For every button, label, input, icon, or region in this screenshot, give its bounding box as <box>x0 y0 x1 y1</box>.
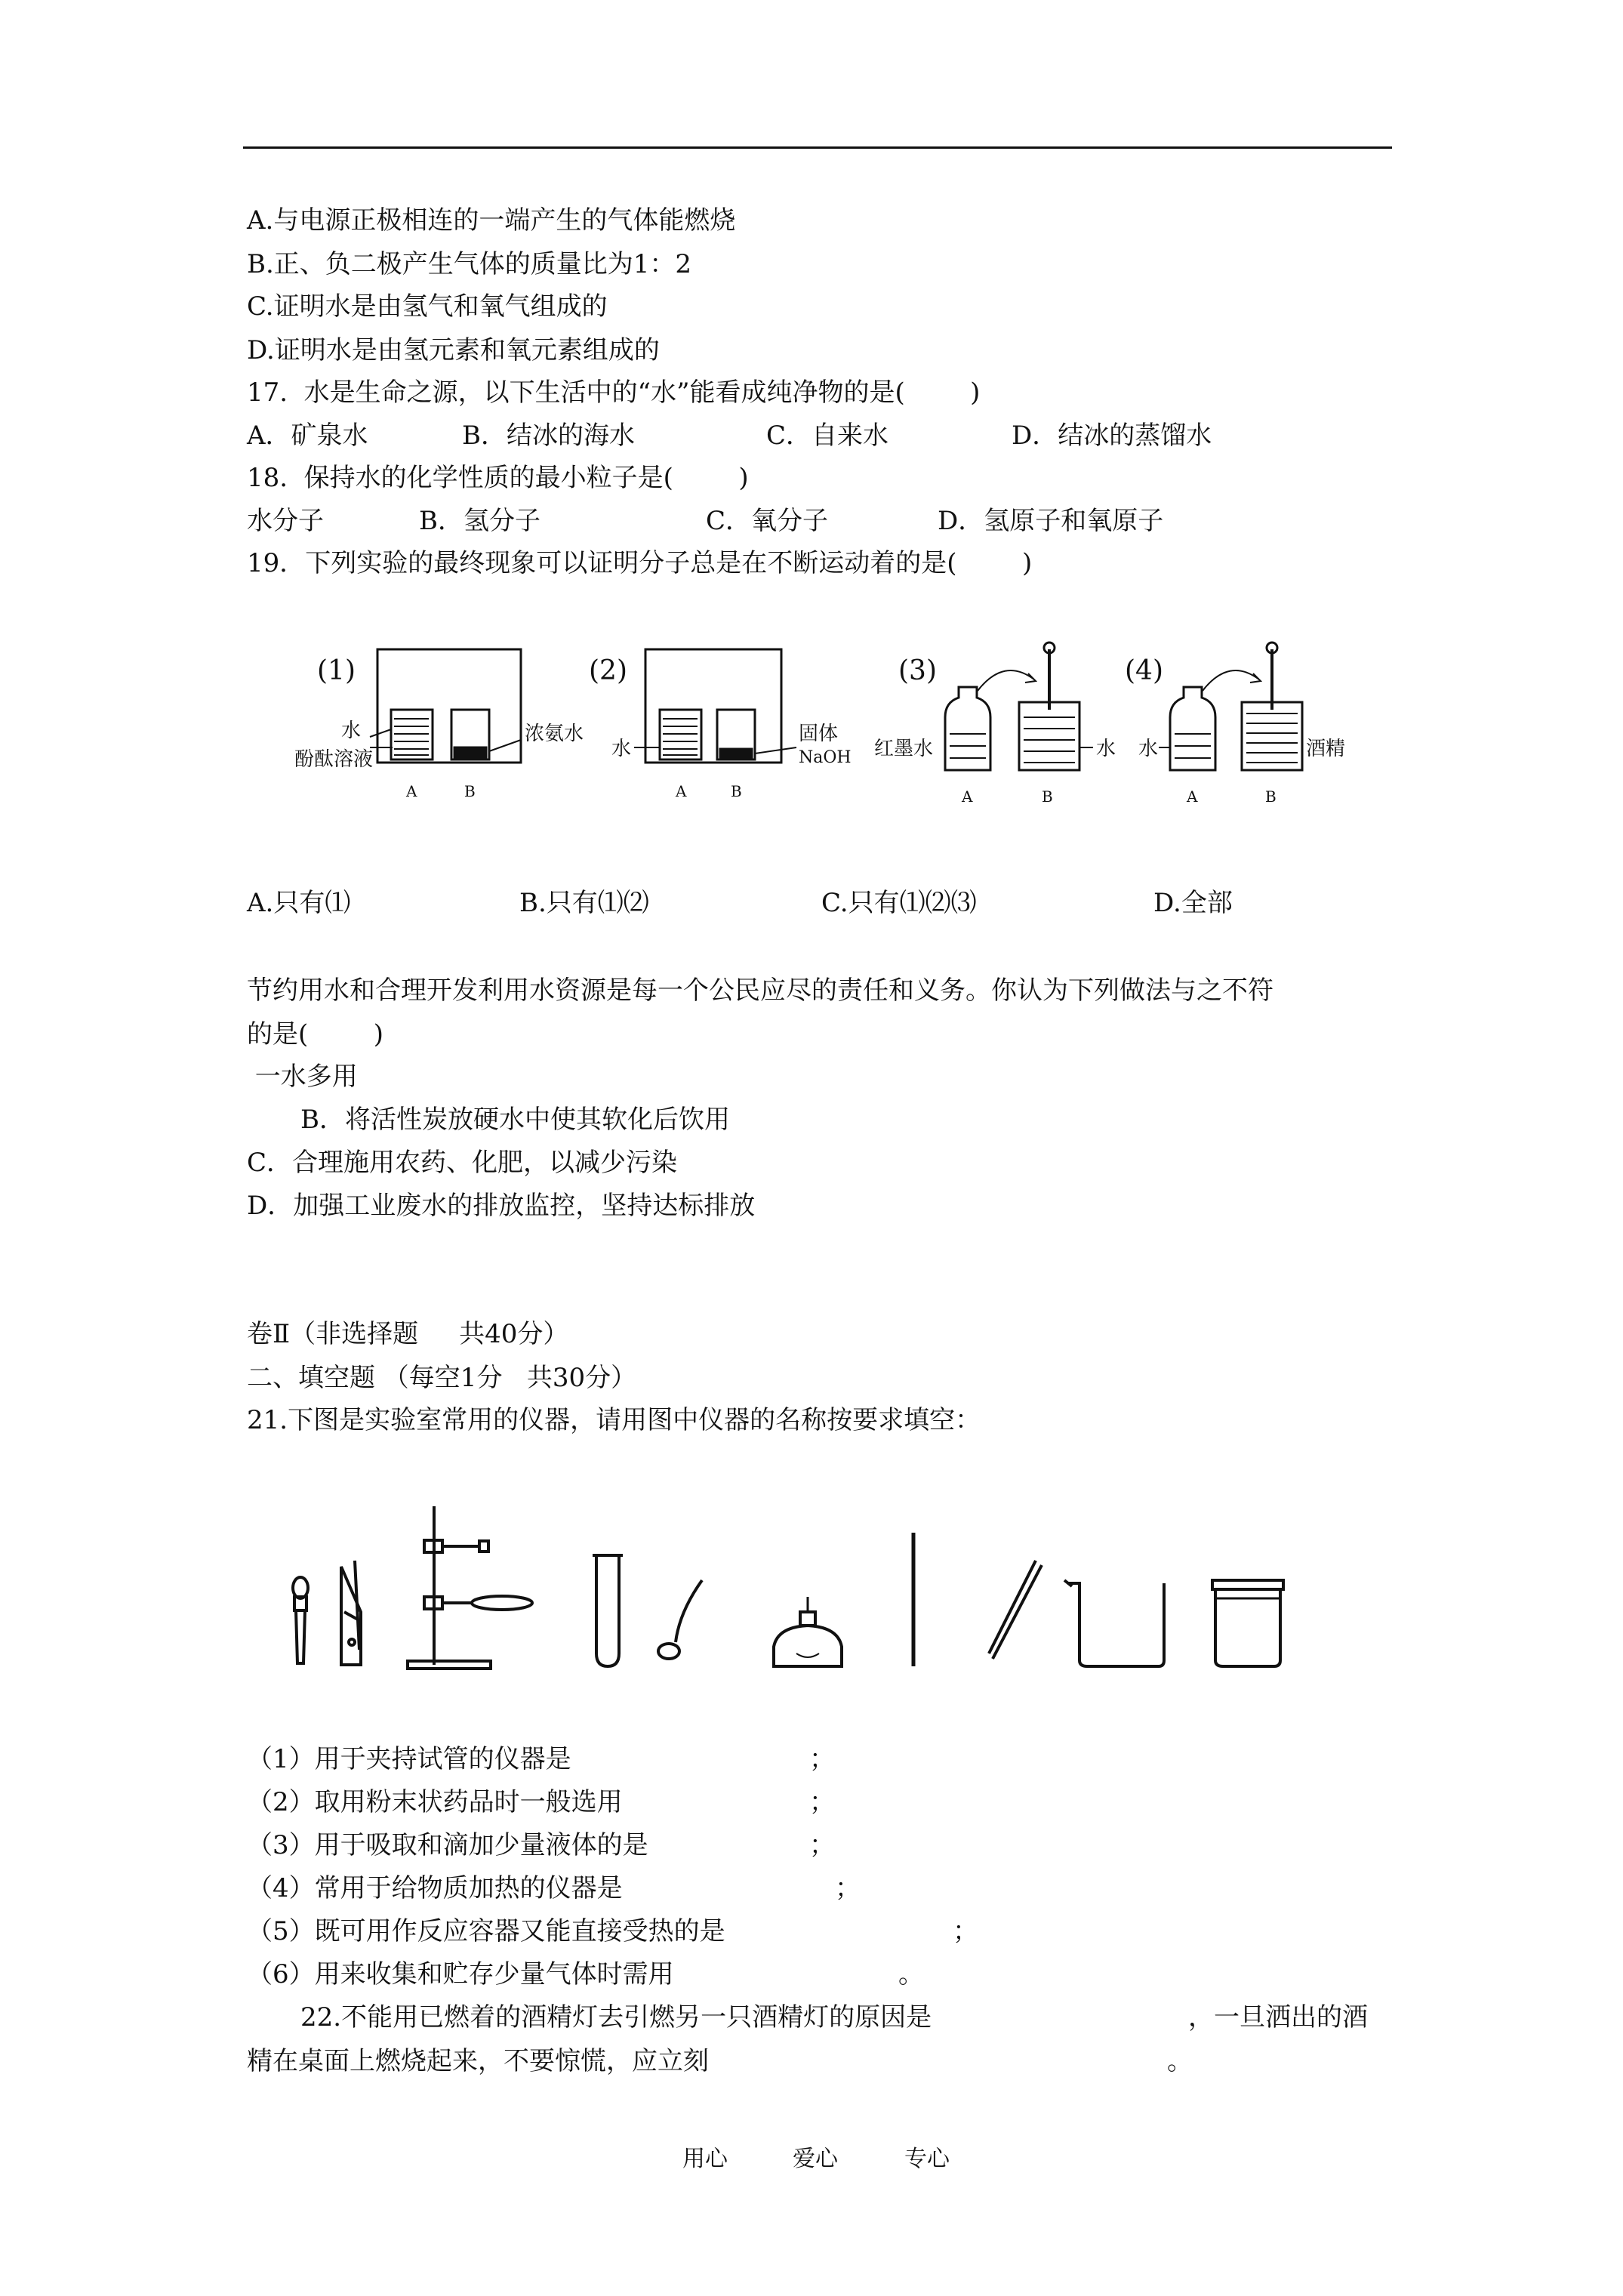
exp2-label-a: A <box>676 782 687 800</box>
exp3-label-water: 水 <box>1096 738 1116 760</box>
q20-stem-line1: 节约用水和合理开发利用水资源是每一个公民应尽的责任和义务。你认为下列做法与之不符 <box>247 975 1273 1006</box>
q17-stem: 17. 水是生命之源，以下生活中的“水”能看成纯净物的是( ) <box>247 378 981 408</box>
q18-option-d: D．氢原子和氧原子 <box>938 506 1164 536</box>
tweezers-icon <box>989 1561 1042 1659</box>
exp1-label-phenolphthalein: 酚酞溶液 <box>294 748 374 771</box>
header-rule <box>243 146 1392 149</box>
q20-option-d: D．加强工业废水的排放监控，坚持达标排放 <box>247 1191 756 1221</box>
q20-option-a: 一水多用 <box>247 1062 358 1092</box>
exp2-label-solid: 固体 <box>799 723 839 745</box>
experiment-4 <box>1125 643 1345 806</box>
q17-option-a: A．矿泉水 <box>247 421 368 451</box>
alcohol-lamp-icon <box>774 1597 842 1666</box>
q19-option-c: C.只有⑴⑵⑶ <box>821 888 977 918</box>
q16-option-a: A.与电源正极相连的一端产生的气体能燃烧 <box>247 205 736 236</box>
q21-item-2: （2）取用粉末状药品时一般选用 <box>247 1787 623 1817</box>
q21-item-3-end: ； <box>809 1830 835 1860</box>
q16-option-b: B.正、负二极产生气体的质量比为1：2 <box>247 249 692 279</box>
exp1-label-ammonia: 浓氨水 <box>525 723 584 745</box>
q16-option-d: D.证明水是由氢元素和氧元素组成的 <box>247 335 660 365</box>
q20-stem-line2: 的是( ) <box>247 1019 383 1049</box>
q21-item-4: （4）常用于给物质加热的仪器是 <box>247 1873 623 1903</box>
q22-line2-b: 。 <box>1167 2046 1193 2076</box>
q18-option-c: C．氧分子 <box>706 506 829 536</box>
q21-item-5-end: ； <box>953 1916 978 1946</box>
iron-stand-icon <box>408 1506 532 1669</box>
exp3-label-a: A <box>962 787 973 806</box>
q22-line2-a: 精在桌面上燃烧起来，不要惊慌，应立刻 <box>247 2046 709 2076</box>
exp3-number: (3) <box>898 655 937 686</box>
test-tube-icon <box>593 1555 623 1666</box>
q21-item-1: （1）用于夹持试管的仪器是 <box>247 1744 571 1774</box>
exp1-label-b: B <box>464 782 476 800</box>
exp1-label-water: 水 <box>341 720 362 742</box>
q21-stem: 21.下图是实验室常用的仪器，请用图中仪器的名称按要求填空： <box>247 1405 981 1435</box>
dropper-icon <box>293 1577 308 1663</box>
experiment-1 <box>294 649 584 800</box>
beaker-icon <box>1064 1580 1164 1666</box>
q21-item-6: （6）用来收集和贮存少量气体时需用 <box>247 1959 674 1989</box>
q19-option-d: D.全部 <box>1153 888 1233 918</box>
exp1-label-a: A <box>406 782 417 800</box>
exp2-label-water: 水 <box>611 738 632 760</box>
q18-stem: 18. 保持水的化学性质的最小粒子是( ) <box>247 463 749 493</box>
exp4-label-water: 水 <box>1138 738 1159 760</box>
q17-option-d: D．结冰的蒸馏水 <box>1012 421 1212 451</box>
exp1-number: (1) <box>317 655 356 686</box>
q21-item-6-end: 。 <box>898 1959 924 1989</box>
exp3-label-red-ink: 红墨水 <box>874 738 934 760</box>
section-fill-blank: 二、填空题 （每空1分 共30分） <box>247 1363 637 1393</box>
exp4-label-a: A <box>1187 787 1198 806</box>
q20-option-c: C．合理施用农药、化肥，以减少污染 <box>247 1148 678 1178</box>
footer-text-3: 专心 <box>904 2146 950 2172</box>
q19-experiment-figure <box>294 634 1366 815</box>
q21-item-5: （5）既可用作反应容器又能直接受热的是 <box>247 1916 725 1946</box>
q22-line1-b: ，一旦洒出的酒 <box>1188 2002 1368 2032</box>
exp3-label-b: B <box>1042 787 1053 806</box>
footer-text-1: 用心 <box>682 2146 728 2172</box>
q21-instruments-figure <box>279 1499 1298 1680</box>
exp2-label-b: B <box>731 782 742 800</box>
footer-text-2: 爱心 <box>793 2146 838 2172</box>
medicine-spoon-icon <box>658 1580 702 1659</box>
q21-item-1-end: ； <box>809 1744 835 1774</box>
q20-option-b: B．将活性炭放硬水中使其软化后饮用 <box>300 1105 730 1135</box>
test-tube-holder-icon <box>341 1561 361 1665</box>
exp4-label-alcohol: 酒精 <box>1306 738 1346 760</box>
exp4-label-b: B <box>1265 787 1277 806</box>
q19-option-b: B.只有⑴⑵ <box>519 888 649 918</box>
q19-stem: 19．下列实验的最终现象可以证明分子总是在不断运动着的是( ) <box>247 548 1033 578</box>
q16-option-c: C.证明水是由氢气和氧气组成的 <box>247 291 608 322</box>
q18-option-b: B．氢分子 <box>419 506 540 536</box>
q18-option-a: 水分子 <box>247 506 324 536</box>
gas-collecting-bottle-icon <box>1212 1580 1283 1666</box>
q21-item-2-end: ； <box>809 1787 835 1817</box>
part2-title: 卷Ⅱ（非选择题 共40分） <box>247 1319 569 1349</box>
q21-item-3: （3）用于吸取和滴加少量液体的是 <box>247 1830 648 1860</box>
q19-option-a: A.只有⑴ <box>247 888 351 918</box>
experiment-2 <box>589 649 852 800</box>
exp2-number: (2) <box>589 655 627 686</box>
q17-option-c: C．自来水 <box>766 421 889 451</box>
q17-option-b: B．结冰的海水 <box>462 421 635 451</box>
exp4-number: (4) <box>1125 655 1163 686</box>
q21-item-4-end: ； <box>835 1873 861 1903</box>
q22-line1-a: 22.不能用已燃着的酒精灯去引燃另一只酒精灯的原因是 <box>300 2002 932 2032</box>
experiment-3 <box>874 643 1116 806</box>
exp2-label-naoh: NaOH <box>799 748 852 767</box>
